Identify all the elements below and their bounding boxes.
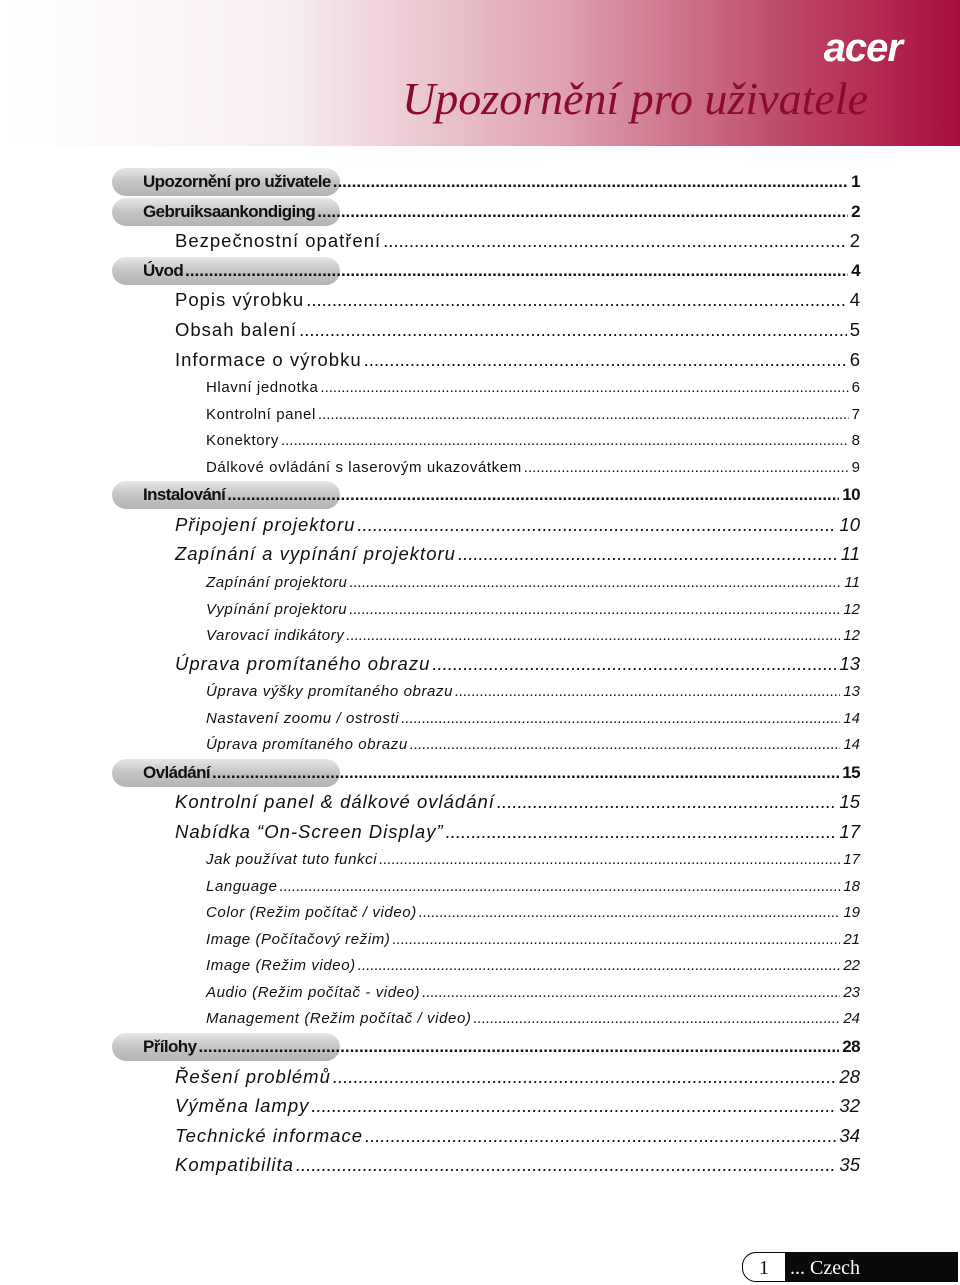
toc-entry[interactable] [0,316,960,346]
toc-entry[interactable] [0,623,960,650]
toc-entry-line [206,957,860,974]
dot-leader [392,931,840,948]
header-divider [0,146,960,148]
toc-entry-page: 12 [843,600,860,618]
toc-entry-page: 10 [842,485,860,505]
toc-entry-label: Audio (Režim počítač - video) [206,983,421,1001]
toc-entry[interactable] [0,788,960,818]
toc-entry-label: Upozornění pro uživatele [143,172,331,191]
toc-entry[interactable] [0,570,960,597]
toc-entry-label: Gebruiksaankondiging [143,201,316,221]
toc-entry-label: Úprava promítaného obrazu [206,736,408,754]
toc-entry-page: 6 [849,348,860,370]
toc-entry-line [206,931,860,948]
toc-entry[interactable] [0,257,960,287]
dot-leader [446,821,837,843]
toc-entry-label: Ovládání [143,762,211,782]
toc-entry-page: 23 [843,983,860,1001]
toc-entry[interactable] [0,759,960,789]
toc-entry[interactable] [0,1151,960,1181]
toc-entry-line [175,791,860,813]
toc-entry-label: Vypínání projektoru [206,600,348,618]
toc-entry-page: 19 [843,904,860,922]
dot-leader [401,710,840,727]
toc-entry-label: Kompatibilita [175,1154,294,1176]
dot-leader [320,379,848,396]
toc-entry-line [206,627,860,644]
dot-leader [474,1010,841,1027]
toc-entry[interactable] [0,980,960,1007]
toc-entry-page: 7 [851,405,860,423]
toc-entry-label: Přílohy [143,1036,197,1056]
toc-entry[interactable] [0,511,960,541]
toc-entry-label: Hlavní jednotka [206,379,319,397]
toc-entry[interactable] [0,900,960,927]
dot-leader [455,683,840,700]
toc-entry-label: Management (Režim počítač / video) [206,1010,472,1028]
toc-entry-label: Instalování [143,485,226,505]
toc-entry-page: 12 [843,627,860,644]
toc-entry-line [143,172,860,192]
dot-leader [318,406,849,423]
dot-leader [365,1125,836,1147]
toc-entry-page: 35 [839,1154,860,1176]
dot-leader [458,543,838,565]
toc-entry-page: 9 [851,458,860,476]
toc-entry[interactable] [0,1063,960,1093]
toc-entry-line [206,878,860,895]
toc-entry-page: 17 [843,851,860,869]
toc-entry-page: 6 [851,379,860,397]
toc-entry-label: Image (Režim video) [206,957,356,975]
toc-entry-page: 15 [842,762,860,782]
toc-entry-line [175,543,860,565]
toc-entry[interactable] [0,1006,960,1033]
toc-entry[interactable] [0,198,960,228]
toc-entry-label: Technické informace [175,1124,363,1146]
toc-entry[interactable] [0,874,960,901]
toc-entry[interactable] [0,650,960,680]
toc-entry-label: Konektory [206,432,279,450]
dot-leader [349,574,841,591]
toc-entry-label: Popis výrobku [175,289,305,311]
dot-leader [198,1037,839,1057]
toc-entry[interactable] [0,540,960,570]
toc-entry-line [206,710,860,727]
toc-entry-label: Nabídka “On-Screen Display” [175,820,444,842]
acer-logo: acer [823,26,902,70]
toc-entry-label: Nastavení zoomu / ostrosti [206,709,400,727]
toc-entry-page: 4 [851,260,860,280]
toc-entry-label: Úprava promítaného obrazu [175,652,431,674]
toc-entry-page: 14 [843,709,860,727]
toc-entry-page: 11 [844,574,860,591]
toc-entry[interactable] [0,227,960,257]
toc-entry-page: 11 [840,543,860,565]
toc-entry-page: 28 [839,1065,860,1087]
dot-leader [349,601,840,618]
toc-entry-label: Řešení problémů [175,1065,331,1087]
footer-page-number: 1 [759,1257,769,1279]
footer-language-label: ... Czech [790,1257,860,1279]
toc-entry-label: Bezpečnostní opatření [175,230,382,252]
toc-entry[interactable] [0,346,960,376]
dot-leader [346,627,840,644]
page-title: Upozornění pro uživatele [402,73,868,124]
toc-entry-label: Informace o výrobku [175,348,362,370]
dot-leader [306,289,847,311]
toc-entry-line [206,851,860,868]
toc-entry[interactable] [0,818,960,848]
toc-entry[interactable] [0,1122,960,1152]
toc-entry-page: 2 [851,201,860,221]
toc-entry-page: 17 [839,820,860,842]
dot-leader [524,459,849,476]
toc-entry-page: 10 [839,513,860,535]
toc-entry-label: Kontrolní panel [206,405,316,423]
dot-leader [383,230,847,252]
dot-leader [410,736,841,753]
toc-entry-label: Jak používat tuto funkci [206,851,378,869]
dot-leader [419,904,841,921]
dot-leader [296,1154,837,1176]
toc-entry-line [206,904,860,921]
toc-entry-label: Kontrolní panel & dálkové ovládání [175,791,495,813]
toc-entry-label: Language [206,877,278,895]
toc-entry[interactable] [0,732,960,759]
toc-entry-line [175,289,860,311]
toc-entry-label: Úvod [143,260,184,280]
toc-entry-label: Dálkové ovládání s laserovým ukazovátkem [206,458,522,476]
toc-entry-line [206,1010,860,1027]
toc-entry-line [206,984,860,1001]
dot-leader [497,791,837,813]
toc-entry-line [206,432,860,449]
toc-entry[interactable] [0,679,960,706]
toc-entry-line [175,514,860,536]
toc-entry-page: 34 [839,1124,860,1146]
toc-entry-page: 5 [849,319,860,340]
dot-leader [333,172,848,192]
toc-entry-page: 28 [842,1036,860,1056]
toc-entry-line [175,349,860,371]
toc-entry[interactable] [0,286,960,316]
toc-entry[interactable] [0,481,960,511]
toc-entry-label: Color (Režim počítač / video) [206,904,417,922]
toc-entry-line [206,406,860,423]
toc-entry-line [143,202,860,222]
dot-leader [317,202,848,222]
toc-entry[interactable] [0,428,960,455]
toc-entry[interactable] [0,168,960,198]
dot-leader [311,1095,836,1117]
dot-leader [227,485,839,505]
dot-leader [280,878,841,895]
toc-entry-line [175,319,860,341]
dot-leader [281,432,849,449]
toc-entry-line [206,736,860,753]
dot-leader [364,349,847,371]
toc-entry-line [175,230,860,252]
toc-entry-page: 13 [843,683,860,701]
toc-entry-line [143,1037,860,1057]
toc-entry-line [175,1066,860,1088]
toc-entry[interactable] [0,1033,960,1063]
toc-entry[interactable] [0,1092,960,1122]
toc-entry-label: Obsah balení [175,319,298,340]
toc-entry[interactable] [0,953,960,980]
toc-entry-page: 32 [839,1095,860,1117]
toc-entry[interactable] [0,927,960,954]
toc-entry-label: Zapínání a vypínání projektoru [175,543,456,565]
toc-entry-line [175,821,860,843]
toc-entry-line [175,653,860,675]
toc-entry-line [206,683,860,700]
dot-leader [358,957,841,974]
toc-entry-line [143,763,860,783]
toc-entry-page: 15 [839,791,860,813]
toc-entry-label: Výměna lampy [175,1095,310,1117]
toc-entry-line [175,1095,860,1117]
toc-entry-label: Image (Počítačový režim) [206,930,391,948]
toc-entry-page: 2 [849,230,860,252]
dot-leader [185,261,848,281]
toc-entry-label: Zapínání projektoru [206,574,348,591]
toc-entry[interactable] [0,597,960,624]
toc-entry-page: 8 [851,432,860,450]
dot-leader [379,851,840,868]
toc-entry[interactable] [0,375,960,402]
toc-entry[interactable] [0,847,960,874]
toc-entry-page: 14 [843,736,860,754]
toc-entry-line [175,1125,860,1147]
toc-entry[interactable] [0,706,960,733]
toc-entry-page: 4 [849,289,860,311]
toc-entry-line [206,459,860,476]
dot-leader [422,984,840,1001]
dot-leader [432,653,836,675]
toc-entry-label: Úprava výšky promítaného obrazu [206,683,454,701]
toc-entry-line [175,1154,860,1176]
toc-entry-line [206,601,860,618]
toc-entry-page: 22 [843,957,860,975]
toc-entry-page: 1 [851,172,860,191]
toc-entry-page: 13 [839,652,860,674]
toc-entry-page: 18 [843,877,860,895]
toc-entry-page: 21 [843,930,860,948]
toc-entry[interactable] [0,455,960,482]
toc-entry-label: Připojení projektoru [175,513,356,535]
toc-entry[interactable] [0,402,960,429]
toc-entry-line [206,379,860,396]
toc-entry-label: Varovací indikátory [206,627,345,644]
dot-leader [299,319,847,341]
toc-entry-line [143,485,860,505]
dot-leader [212,763,839,783]
toc-entry-line [143,261,860,281]
dot-leader [333,1066,837,1088]
toc-entry-page: 24 [843,1010,860,1028]
dot-leader [357,514,836,536]
toc-entry-line [206,574,860,591]
